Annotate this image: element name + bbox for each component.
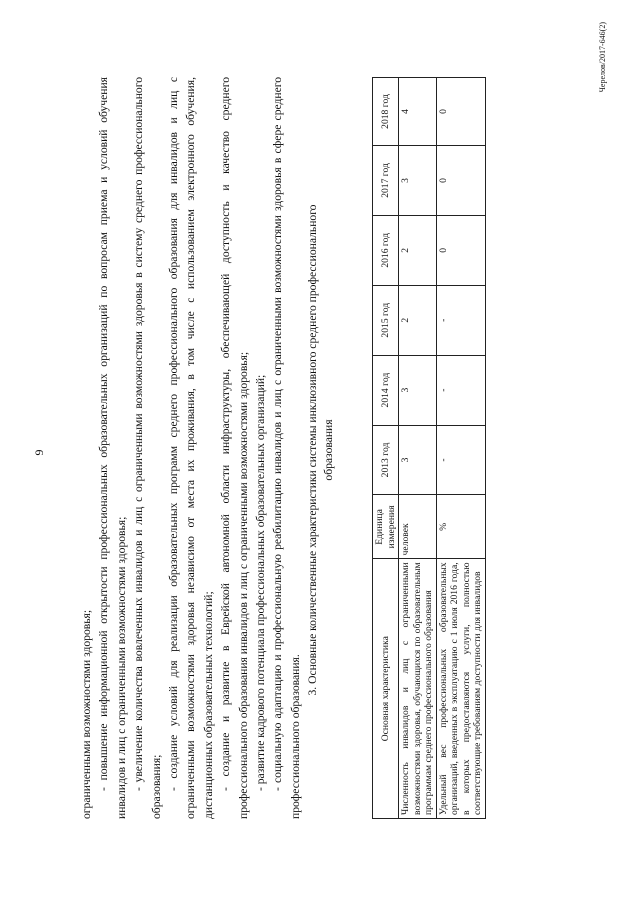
column-header: 2017 год [373,145,399,215]
table-cell: Численность инвалидов и лиц с ограниченными возможностями здоровья, обучающихся по образовательным программам среднего профессионального образования [399,559,437,819]
column-header: 2014 год [373,355,399,425]
section-title: 3. Основные количественные характеристики системы инклюзивного среднего профессионального образования [306,204,335,696]
table-cell: 2 [399,215,437,285]
table-cell: Удельный вес профессиональных образовательных организаций, введенных в эксплуатацию с 1 июля 2016 года, в которых предоставляются услуги, полностью соответствующие требованиям доступности для инвалидов [436,559,485,819]
table-cell: 2 [399,285,437,355]
table-cell: 3 [399,425,437,495]
column-header: Единица измерения [373,495,399,559]
page-number: 9 [32,449,46,456]
table-cell: - [436,285,485,355]
table-cell: человек [399,495,437,559]
column-header: Основная характеристика [373,559,399,819]
body-text [78,77,304,819]
table-row [436,78,485,819]
paragraph: - создание и развитие в Еврейской автономной области инфраструктуры, обеспечивающей доступность и качество среднего профессионального образования инвалидов и лиц с ограниченными возможностями здоровья; [219,77,250,819]
paragraph: ограниченными возможностями здоровья; [80,609,93,819]
statistics-table [372,77,486,819]
column-header: 2016 год [373,215,399,285]
table-cell: 4 [399,78,437,146]
paragraph: - увеличение количества вовлеченных инвалидов и лиц с ограниченными возможностями здоровья в систему среднего профессионального образования; [132,77,163,819]
paragraph: - создание условий для реализации образовательных программ среднего профессионального образования для инвалидов и лиц с ограниченными возможностями здоровья независимо от места их проживания, в том числе с использованием электронного обучения, дистанционных образовательных технологий; [167,77,215,819]
table-row [399,78,437,819]
column-header: 2013 год [373,425,399,495]
table-header-row [373,78,399,819]
table-cell: - [436,355,485,425]
table-cell: - [436,425,485,495]
table-cell: 3 [399,355,437,425]
column-header: 2015 год [373,285,399,355]
document-footer: Черелов/2017-646(2) [598,22,607,93]
table-cell: 3 [399,145,437,215]
paragraph: - социальную адаптацию и профессиональную реабилитацию инвалидов и лиц с ограниченными возможностями здоровья в сфере среднего профессионального образования. [271,77,302,819]
table-cell: 0 [436,78,485,146]
table-cell: 0 [436,145,485,215]
paragraph: - повышение информационной открытости профессиональных образовательных организаций по вопросам приема и условий обучения инвалидов и лиц с ограниченными возможностями здоровья; [97,77,128,819]
table-cell: % [436,495,485,559]
column-header: 2018 год [373,78,399,146]
table-cell: 0 [436,215,485,285]
paragraph: - развитие кадрового потенциала профессиональных образовательных организаций; [254,374,268,791]
